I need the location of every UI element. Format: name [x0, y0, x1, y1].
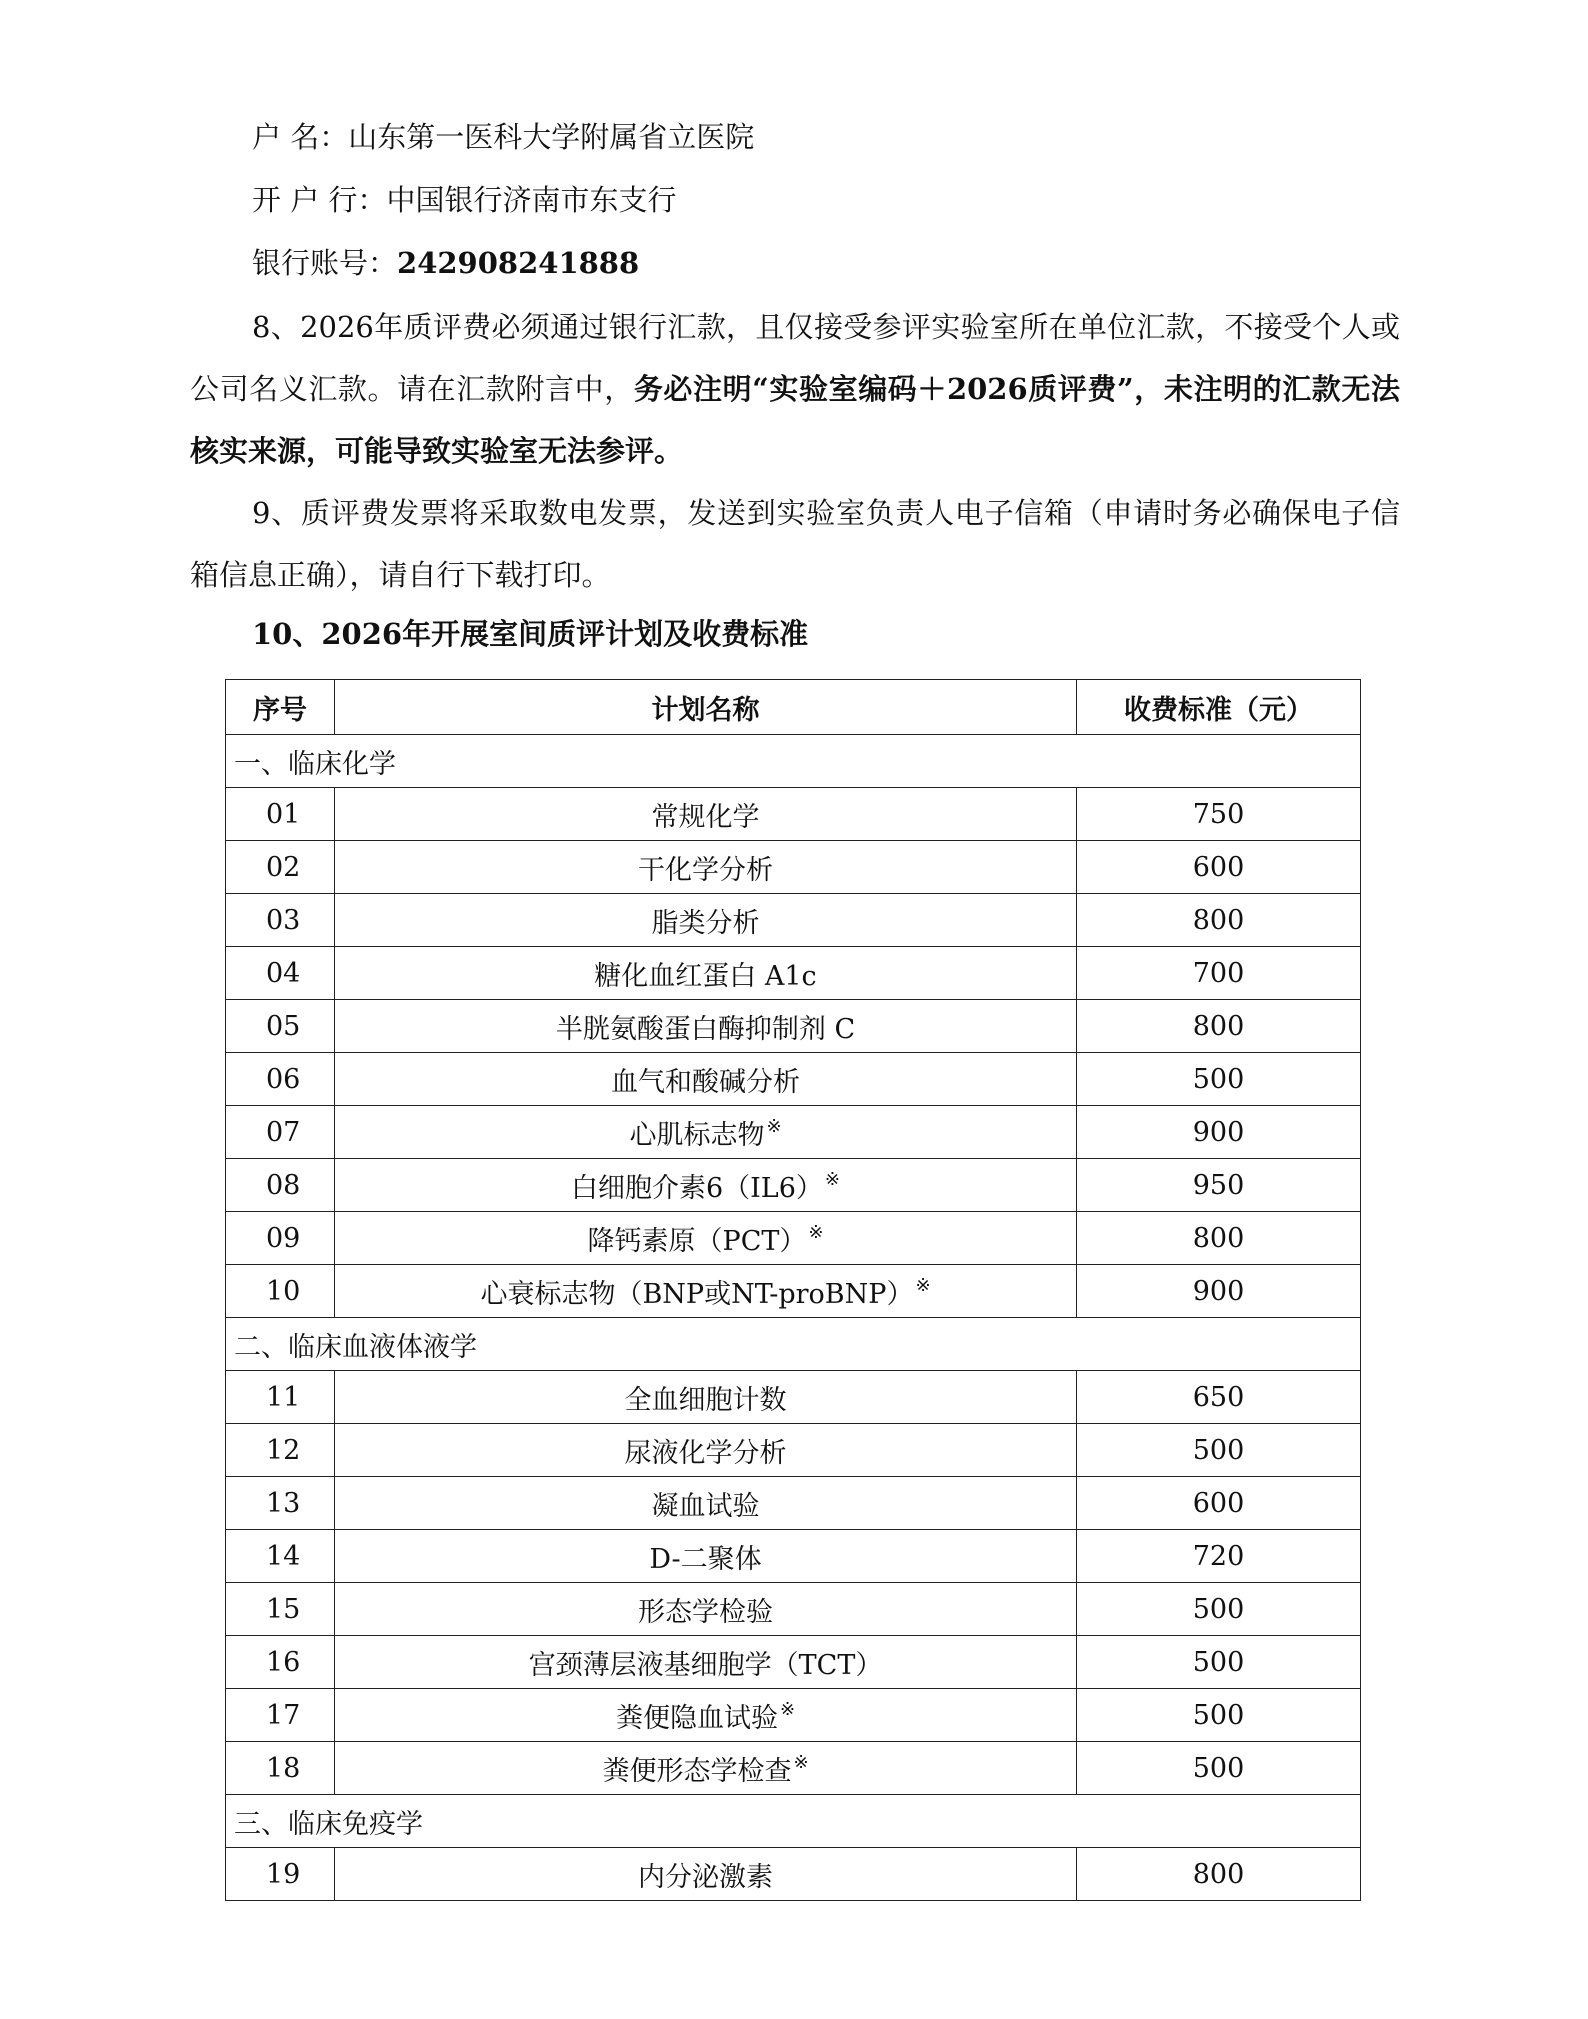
table-row: [226, 1477, 1361, 1530]
row-plan-name-cell: [335, 1371, 1077, 1424]
table-row: [226, 1689, 1361, 1742]
table-body: [226, 735, 1361, 1901]
row-fee: 900: [1077, 1265, 1361, 1318]
row-serial: 19: [226, 1848, 335, 1901]
row-serial: 02: [226, 841, 335, 894]
row-serial: 17: [226, 1689, 335, 1742]
table-row: [226, 841, 1361, 894]
row-serial: 12: [226, 1424, 335, 1477]
row-serial: 03: [226, 894, 335, 947]
row-serial: 14: [226, 1530, 335, 1583]
table-row: [226, 1636, 1361, 1689]
row-fee: 500: [1077, 1424, 1361, 1477]
row-serial: 06: [226, 1053, 335, 1106]
row-fee: 900: [1077, 1106, 1361, 1159]
table-row: [226, 1530, 1361, 1583]
row-serial: 01: [226, 788, 335, 841]
row-plan-name: 尿液化学分析: [624, 1437, 787, 1469]
row-fee: 650: [1077, 1371, 1361, 1424]
table-row: [226, 1583, 1361, 1636]
row-plan-name: 降钙素原（PCT）: [587, 1225, 807, 1257]
row-fee: 750: [1077, 788, 1361, 841]
table-header-row: [226, 680, 1361, 735]
row-serial: 11: [226, 1371, 335, 1424]
table-row: [226, 1159, 1361, 1212]
row-fee: 500: [1077, 1636, 1361, 1689]
section-row: [226, 1318, 1361, 1371]
section-row: [226, 735, 1361, 788]
item-9-text: 9、质评费发票将采取数电发票，发送到实验室负责人电子信箱（申请时务必确保电子信箱信息正确），请自行下载打印。: [190, 496, 1400, 592]
table-row: [226, 1371, 1361, 1424]
row-plan-name: 糖化血红蛋白 A1c: [594, 960, 817, 992]
row-serial: 16: [226, 1636, 335, 1689]
item-10-title: 10、2026年开展室间质评计划及收费标准: [252, 617, 809, 651]
item-9-paragraph: [190, 482, 1400, 606]
footnote-mark: ※: [808, 1221, 824, 1243]
row-serial: 05: [226, 1000, 335, 1053]
row-fee: 700: [1077, 947, 1361, 1000]
row-fee: 500: [1077, 1742, 1361, 1795]
row-plan-name: D-二聚体: [649, 1543, 762, 1575]
row-serial: 15: [226, 1583, 335, 1636]
table-row: [226, 1053, 1361, 1106]
bank-line: [252, 180, 676, 220]
row-plan-name-cell: [335, 1106, 1077, 1159]
row-plan-name-cell: [335, 1742, 1077, 1795]
row-plan-name: 干化学分析: [638, 854, 773, 886]
section-title: 三、临床免疫学: [226, 1795, 1361, 1848]
table-row: [226, 894, 1361, 947]
table-row: [226, 1212, 1361, 1265]
footnote-mark: ※: [915, 1274, 931, 1296]
row-serial: 13: [226, 1477, 335, 1530]
row-plan-name-cell: [335, 1848, 1077, 1901]
row-plan-name-cell: [335, 1530, 1077, 1583]
section-title: 二、临床血液体液学: [226, 1318, 1361, 1371]
account-name-value: 山东第一医科大学附属省立医院: [348, 120, 755, 154]
row-plan-name: 宫颈薄层液基细胞学（TCT）: [528, 1649, 883, 1681]
row-plan-name: 粪便隐血试验: [615, 1702, 778, 1734]
row-plan-name-cell: [335, 1265, 1077, 1318]
row-plan-name-cell: [335, 1636, 1077, 1689]
row-fee: 600: [1077, 841, 1361, 894]
item-8-bold-text: 务必注明“实验室编码＋2026质评费”，未注明的汇款无法核实来源，可能导致实验室无法参评。: [190, 372, 1400, 468]
header-plan-name: 计划名称: [335, 680, 1077, 735]
row-plan-name-cell: [335, 1000, 1077, 1053]
row-fee: 720: [1077, 1530, 1361, 1583]
row-fee: 800: [1077, 894, 1361, 947]
row-plan-name-cell: [335, 1477, 1077, 1530]
footnote-mark: ※: [824, 1168, 841, 1190]
fee-schedule-table: [225, 679, 1361, 1901]
table-row: [226, 1424, 1361, 1477]
row-plan-name: 形态学检验: [638, 1596, 773, 1628]
row-fee: 600: [1077, 1477, 1361, 1530]
row-plan-name: 脂类分析: [651, 907, 760, 939]
table-row: [226, 947, 1361, 1000]
row-plan-name: 粪便形态学检查: [602, 1755, 792, 1787]
table-row: [226, 1106, 1361, 1159]
row-serial: 08: [226, 1159, 335, 1212]
account-number-label: 银行账号：: [252, 246, 398, 280]
row-fee: 500: [1077, 1583, 1361, 1636]
account-name-line: [252, 117, 754, 157]
row-plan-name: 血气和酸碱分析: [611, 1066, 800, 1098]
footnote-mark: ※: [766, 1115, 782, 1137]
item-8-text: 8、2026年质评费必须通过银行汇款，且仅接受参评实验室所在单位汇款，不接受个人或公司名义汇款。请在汇款附言中，: [190, 310, 1400, 406]
row-plan-name-cell: [335, 1212, 1077, 1265]
row-plan-name-cell: [335, 894, 1077, 947]
table-row: [226, 1742, 1361, 1795]
row-fee: 800: [1077, 1212, 1361, 1265]
account-name-label: 户 名：: [252, 120, 349, 154]
row-fee: 950: [1077, 1159, 1361, 1212]
row-plan-name: 凝血试验: [651, 1490, 760, 1522]
row-plan-name-cell: [335, 1583, 1077, 1636]
row-plan-name: 半胱氨酸蛋白酶抑制剂 C: [555, 1013, 856, 1045]
row-plan-name: 心肌标志物: [629, 1119, 765, 1151]
row-plan-name-cell: [335, 1424, 1077, 1477]
row-plan-name: 全血细胞计数: [624, 1384, 787, 1416]
row-plan-name-cell: [335, 841, 1077, 894]
footnote-mark: ※: [793, 1751, 809, 1773]
row-plan-name-cell: [335, 947, 1077, 1000]
row-serial: 10: [226, 1265, 335, 1318]
bank-label: 开 户 行：: [252, 183, 387, 217]
row-fee: 800: [1077, 1848, 1361, 1901]
row-plan-name-cell: [335, 1159, 1077, 1212]
footnote-mark: ※: [779, 1698, 796, 1720]
row-plan-name-cell: [335, 1689, 1077, 1742]
row-plan-name: 常规化学: [651, 801, 760, 833]
section-title: 一、临床化学: [226, 735, 1361, 788]
table-row: [226, 1265, 1361, 1318]
row-serial: 04: [226, 947, 335, 1000]
account-number-line: [252, 243, 639, 283]
section-row: [226, 1795, 1361, 1848]
row-serial: 18: [226, 1742, 335, 1795]
row-fee: 500: [1077, 1689, 1361, 1742]
row-plan-name-cell: [335, 788, 1077, 841]
row-plan-name: 白细胞介素6（IL6）: [570, 1172, 823, 1204]
table-row: [226, 1848, 1361, 1901]
item-8-paragraph: [190, 296, 1400, 482]
row-plan-name: 心衰标志物（BNP或NT-proBNP）: [480, 1278, 914, 1310]
header-fee: 收费标准（元）: [1077, 680, 1361, 735]
row-serial: 07: [226, 1106, 335, 1159]
row-plan-name: 内分泌激素: [638, 1861, 773, 1893]
row-fee: 500: [1077, 1053, 1361, 1106]
bank-value: 中国银行济南市东支行: [386, 183, 677, 217]
row-plan-name-cell: [335, 1053, 1077, 1106]
account-number-value: 242908241888: [397, 246, 640, 280]
row-fee: 800: [1077, 1000, 1361, 1053]
row-serial: 09: [226, 1212, 335, 1265]
table-row: [226, 1000, 1361, 1053]
table-row: [226, 788, 1361, 841]
header-serial: 序号: [226, 680, 335, 735]
